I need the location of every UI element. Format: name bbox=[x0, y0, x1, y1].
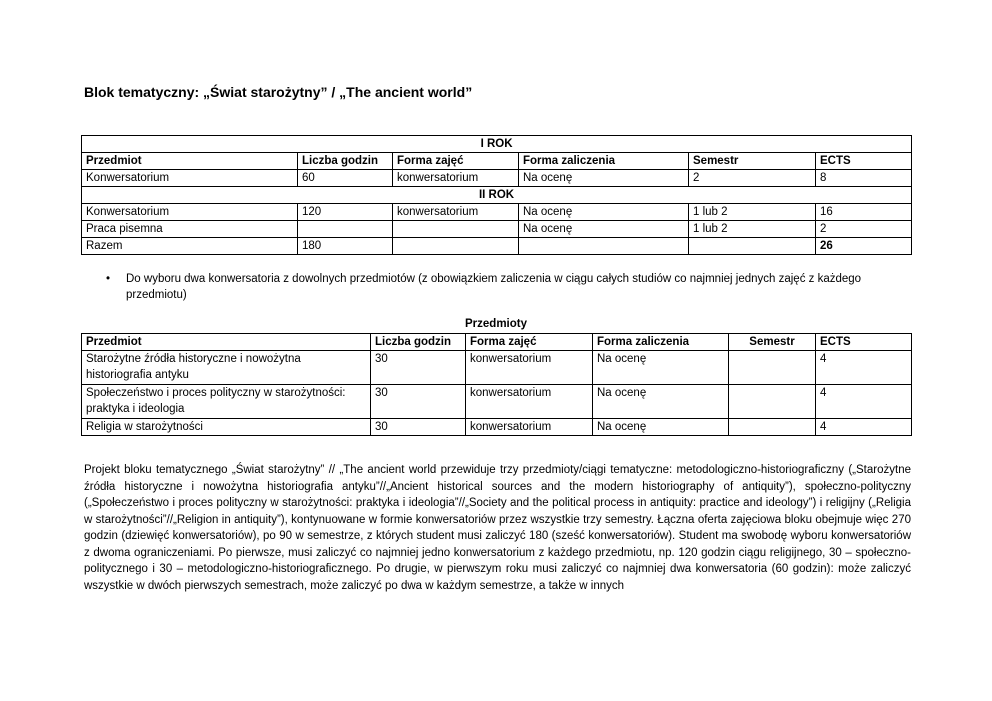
header-row bbox=[82, 334, 912, 351]
document-heading: Blok tematyczny: „Świat starożytny” / „The ancient world” bbox=[84, 84, 473, 100]
table-row bbox=[82, 170, 912, 187]
table-cell bbox=[729, 419, 816, 436]
header-cell: Liczba godzin bbox=[298, 153, 393, 170]
subjects-table bbox=[81, 333, 912, 436]
table-cell: Na ocenę bbox=[519, 221, 689, 238]
table-cell: 2 bbox=[816, 221, 912, 238]
band-row-year2 bbox=[82, 187, 912, 204]
header-cell: Liczba godzin bbox=[371, 334, 466, 351]
header-cell: Forma zajęć bbox=[466, 334, 593, 351]
table-cell: Na ocenę bbox=[593, 385, 729, 419]
table-cell: Na ocenę bbox=[519, 204, 689, 221]
table-cell: 1 lub 2 bbox=[689, 204, 816, 221]
table-row bbox=[82, 385, 912, 419]
table-cell bbox=[298, 221, 393, 238]
table-cell: Praca pisemna bbox=[82, 221, 298, 238]
total-ects: 26 bbox=[816, 238, 912, 255]
table-cell: konwersatorium bbox=[393, 170, 519, 187]
table-cell bbox=[519, 238, 689, 255]
table-cell: Na ocenę bbox=[593, 351, 729, 385]
table-cell: Na ocenę bbox=[593, 419, 729, 436]
table-cell: 30 bbox=[371, 351, 466, 385]
table-row bbox=[82, 204, 912, 221]
table-cell: 60 bbox=[298, 170, 393, 187]
table-cell: 1 lub 2 bbox=[689, 221, 816, 238]
table-cell: 8 bbox=[816, 170, 912, 187]
table-cell bbox=[729, 385, 816, 419]
bullet-icon: • bbox=[106, 273, 111, 285]
table-cell: 30 bbox=[371, 419, 466, 436]
table-cell bbox=[689, 238, 816, 255]
table-cell: Konwersatorium bbox=[82, 204, 298, 221]
header-cell: Przedmiot bbox=[82, 334, 371, 351]
table-cell: konwersatorium bbox=[393, 204, 519, 221]
table-cell: 16 bbox=[816, 204, 912, 221]
table-cell: konwersatorium bbox=[466, 385, 593, 419]
bullet-text: Do wyboru dwa konwersatoria z dowolnych przedmiotów (z obowiązkiem zaliczenia w ciągu całych studiów co najmniej jednych zajęć z każdego przedmiotu) bbox=[126, 273, 862, 301]
table-row bbox=[82, 221, 912, 238]
program-table bbox=[81, 135, 912, 255]
table-cell: Konwersatorium bbox=[82, 170, 298, 187]
table-cell: 4 bbox=[816, 385, 912, 419]
table-cell: konwersatorium bbox=[466, 419, 593, 436]
table-cell: Społeczeństwo i proces polityczny w starożytności: praktyka i ideologia bbox=[82, 385, 371, 419]
header-cell: Semestr bbox=[729, 334, 816, 351]
table-cell: konwersatorium bbox=[466, 351, 593, 385]
table-cell bbox=[393, 221, 519, 238]
total-row bbox=[82, 238, 912, 255]
header-cell: Forma zaliczenia bbox=[593, 334, 729, 351]
header-cell: Forma zaliczenia bbox=[519, 153, 689, 170]
header-cell: Przedmiot bbox=[82, 153, 298, 170]
table-cell: Na ocenę bbox=[519, 170, 689, 187]
header-cell: Semestr bbox=[689, 153, 816, 170]
band-year2: II ROK bbox=[82, 187, 912, 204]
band-year1: I ROK bbox=[82, 136, 912, 153]
table-cell: 4 bbox=[816, 419, 912, 436]
header-row bbox=[82, 153, 912, 170]
table-cell: 180 bbox=[298, 238, 393, 255]
description-paragraph: Projekt bloku tematycznego „Świat starożytny” // „The ancient world przewiduje trzy przedmioty/ciągi tematyczne: metodologiczno-historiograficzny („Starożytne źródła historyczne i nowożytna historiografia antyku”//„Ancient historical sources and the modern historiography of antiquity”), społeczno-polityczny („Społeczeństwo i proces polityczny w starożytności: praktyka i ideologia”//„Society and the political process in antiquity: practice and ideology”) i religijny („Religia w starożytności”//„Religion in antiquity”), kontynuowane w formie konwersatoriów przez wszystkie trzy semestry. Łączna oferta zajęciowa bloku obejmuje więc 270 godzin (dziewięć konwersatoriów), po 90 w semestrze, z których student musi zaliczyć 180 (sześć konwersatoriów). Student ma swobodę wyboru konwersatoriów z dwoma ograniczeniami. Po pierwsze, musi zaliczyć co najmniej jedno konwersatorium z każdego przedmiotu, np. 120 godzin ciągu religijnego, 30 – społeczno-politycznego i 30 – metodologiczno-historiograficznego. Po drugie, w pierwszym roku musi zaliczyć co najmniej dwa konwersatoria (60 godzin): może zaliczyć wszystkie w dwóch pierwszych semestrach, może zaliczyć po dwa w każdym semestrze, a także w innych bbox=[84, 464, 911, 592]
table-cell bbox=[393, 238, 519, 255]
header-cell: ECTS bbox=[816, 153, 912, 170]
header-cell: ECTS bbox=[816, 334, 912, 351]
table-cell: 120 bbox=[298, 204, 393, 221]
table-cell: 2 bbox=[689, 170, 816, 187]
table-cell: 4 bbox=[816, 351, 912, 385]
table-cell: 30 bbox=[371, 385, 466, 419]
table-cell: Razem bbox=[82, 238, 298, 255]
header-cell: Forma zajęć bbox=[393, 153, 519, 170]
table-row bbox=[82, 419, 912, 436]
table-cell: Religia w starożytności bbox=[82, 419, 371, 436]
table-row bbox=[82, 351, 912, 385]
table-cell bbox=[729, 351, 816, 385]
band-row-year1 bbox=[82, 136, 912, 153]
table-cell: Starożytne źródła historyczne i nowożytna historiografia antyku bbox=[82, 351, 371, 385]
subjects-caption: Przedmioty bbox=[465, 318, 527, 330]
